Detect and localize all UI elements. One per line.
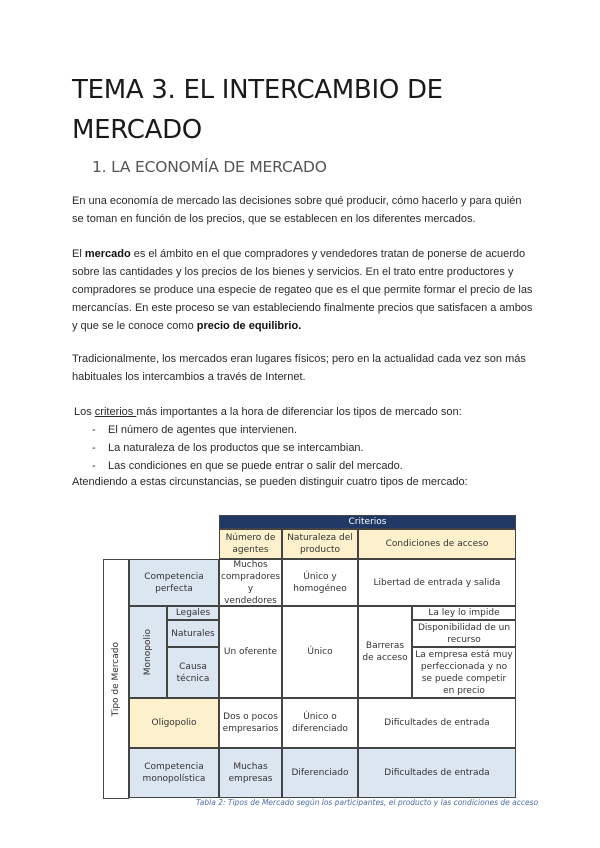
- paragraph-criterios: [74, 403, 536, 421]
- row-monopolio: [129, 606, 167, 698]
- text-run: El: [72, 248, 85, 260]
- sub-naturales: Naturales: [167, 620, 219, 647]
- cell-acceso-legales: La ley lo impide: [412, 606, 516, 620]
- sub-legales: Legales: [167, 606, 219, 620]
- header-naturaleza: Naturaleza del producto: [282, 529, 358, 559]
- list-item: - La naturaleza de los productos que se intercambian.: [92, 439, 403, 457]
- cell-naturaleza: Diferenciado: [282, 748, 358, 798]
- cell-naturaleza: Único o diferenciado: [282, 698, 358, 748]
- cell-acceso-causa: La empresa está muy perfeccionada y no se puede competir en precio: [412, 647, 516, 698]
- bold-precio-equilibrio: precio de equilibrio.: [196, 320, 302, 332]
- paragraph-mercado: [72, 245, 534, 335]
- row-competencia-perfecta: Competencia perfecta: [129, 559, 219, 606]
- cell-acceso-naturales: Disponibilidad de un recurso: [412, 620, 516, 647]
- cell-agentes: Muchas empresas: [219, 748, 282, 798]
- paragraph-intro: En una economía de mercado las decisiones sobre qué producir, cómo hacerlo y para quién se toman en función de los precios, que se establecen en los diferentes mercados.: [72, 195, 522, 225]
- cell-barreras-acceso: Barreras de acceso: [358, 606, 412, 698]
- row-group-label: Tipo de Mercado: [111, 641, 121, 717]
- cell-agentes: Dos o pocos empresarios: [219, 698, 282, 748]
- paragraph-tradicional: Tradicionalmente, los mercados eran lugares físicos; pero en la actualidad cada vez son más habituales los intercambios a través de Internet.: [72, 353, 526, 383]
- header-criterios: Criterios: [219, 515, 516, 529]
- paragraph-cuatro-tipos: Atendiendo a estas circunstancias, se pueden distinguir cuatro tipos de mercado:: [72, 476, 468, 488]
- row-group-tipo-mercado: [103, 559, 129, 799]
- criteria-list: [92, 421, 403, 475]
- cell-acceso: Libertad de entrada y salida: [358, 559, 516, 606]
- cell-acceso: Dificultades de entrada: [358, 698, 516, 748]
- header-condiciones-acceso: Condiciones de acceso: [358, 529, 516, 559]
- cell-agentes: Un oferente: [219, 606, 282, 698]
- text-run: Los: [74, 406, 95, 418]
- monopolio-label: Monopolio: [143, 628, 153, 676]
- cell-naturaleza: Único: [282, 606, 358, 698]
- table-caption: Tabla 2: Tipos de Mercado según los participantes, el producto y las condiciones de acceso: [196, 798, 539, 807]
- text-run: es el ámbito en el que compradores y vendedores tratan de ponerse de acuerdo sobre las cantidades y los precios de los bienes y servicios. En el trato entre productores y compradores se produce una especie de regateo que es el que permite formar el precio de las mercancías. En este proceso se van estableciendo finalmente precios que satisfacen a ambos y que se le conoce como: [72, 248, 533, 332]
- page-title: TEMA 3. EL INTERCAMBIO DE MERCADO: [72, 75, 443, 145]
- header-numero-agentes: Número de agentes: [219, 529, 282, 559]
- text-run: más importantes a la hora de diferenciar los tipos de mercado son:: [136, 406, 462, 418]
- sub-causa-tecnica: Causa técnica: [167, 647, 219, 698]
- cell-naturaleza: Único y homogéneo: [282, 559, 358, 606]
- list-item: - El número de agentes que intervienen.: [92, 421, 403, 439]
- row-competencia-monopolistica: Competencia monopolística: [129, 748, 219, 798]
- cell-acceso: Dificultades de entrada: [358, 748, 516, 798]
- underlined-criterios: criterios: [94, 406, 137, 418]
- bold-mercado: mercado: [84, 248, 131, 260]
- section-heading: 1. LA ECONOMÍA DE MERCADO: [92, 158, 327, 176]
- cell-agentes: Muchos compradores y vendedores: [220, 559, 281, 606]
- list-item: - Las condiciones en que se puede entrar o salir del mercado.: [92, 457, 403, 475]
- row-oligopolio: Oligopolio: [129, 698, 219, 748]
